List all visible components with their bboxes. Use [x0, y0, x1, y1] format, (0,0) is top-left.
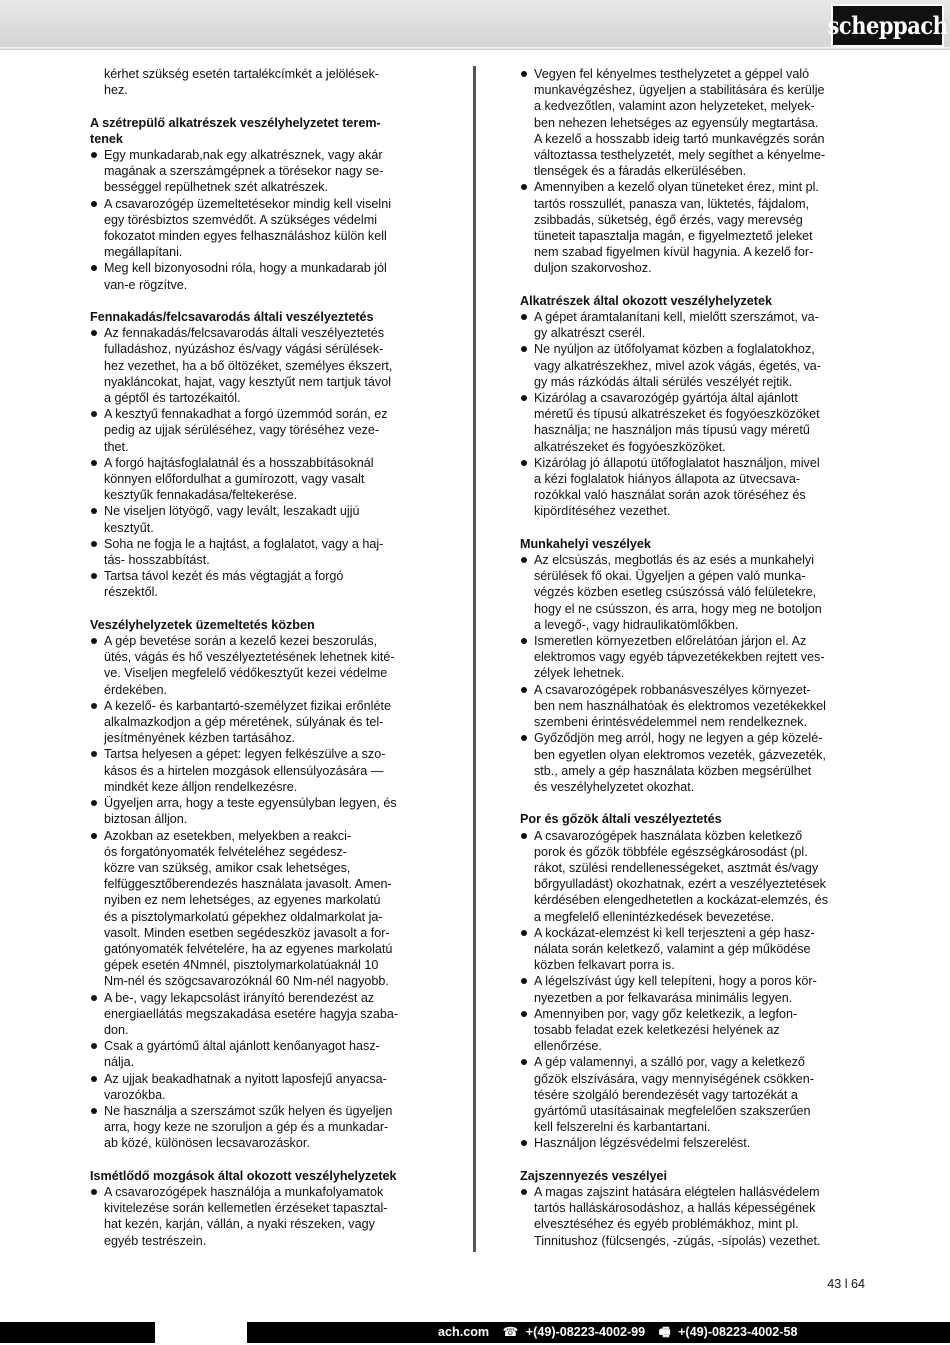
text-line: elvesztéséhez és egyéb problémákhoz, mint pl. [534, 1217, 799, 1232]
list-item [90, 795, 434, 827]
bullet-list [90, 325, 434, 600]
text-line: biztosan álljon. [104, 812, 188, 827]
text-line: A csavarozógépek robbanásveszélyes környezet- [534, 682, 811, 697]
text-line: Veszélyhelyzetek üzemeltetés közben [90, 617, 315, 632]
text-line: a kézi foglalatok hiányos állapota az ütvecsava- [534, 472, 801, 487]
text-line: Vegyen fel kényelmes testhelyzetet a géppel való [534, 67, 810, 81]
section-gap [90, 98, 434, 114]
text-line: ós forgatónyomaték felvételéhez segédesz- [104, 844, 347, 859]
text-line: magának a szerszámgépnek a törésekor nagy se- [104, 164, 384, 179]
section-title [520, 1168, 862, 1184]
text-line: A légelszívást úgy kell telepíteni, hogy a poros kör- [534, 974, 817, 989]
list-item [520, 1054, 862, 1135]
list-item [90, 698, 434, 747]
text-line: A csavarozógépek használata közben keletkező [534, 828, 803, 843]
text-line: Csak a gyártómű által ajánlott kenőanyagot hasz- [104, 1039, 380, 1054]
text-line: tlenségek és a fáradás elkerülésében. [534, 164, 747, 179]
text-line: nyezetben a por felkavarása minimális legyen. [534, 990, 793, 1005]
fax-icon: 🖷 [658, 1325, 671, 1339]
text-line: Amennyiben por, vagy gőz keletkezik, a legfon- [534, 1006, 798, 1021]
text-line: tosabb feladat ezek keletkezési helyének az [534, 1022, 780, 1037]
text-line: stb., amely a gép használata közben megsérülhet [534, 763, 812, 778]
list-item [520, 455, 862, 520]
text-line: végzés közben esetleg csúszóssá váló felületekre, [534, 585, 817, 600]
footer-phone: +(49)-08223-4002-99 [525, 1325, 646, 1339]
text-line: elektromos vagy egyéb tápvezetékekben rejtett ves- [534, 650, 825, 665]
section-title [90, 1168, 434, 1184]
text-line: közre van szükség, amikor csak lehetséges, [104, 860, 351, 875]
text-line: nem szabad figyelmen kívül hagynia. A kezelő for- [534, 245, 814, 260]
list-item [90, 147, 434, 196]
list-item [520, 925, 862, 974]
text-line: nyakláncokat, hajat, vagy kesztyűt nem tartjuk távol [104, 374, 391, 389]
continued-text [90, 66, 434, 98]
text-line: Ne nyúljon az ütőfolyamat közben a foglalatokhoz, [534, 342, 815, 357]
text-line: A kezelő a hosszabb ideig tartó munkavégzés során [534, 131, 825, 146]
text-line: hez vezethet, ha a bő öltözéket, személyes ékszert, [104, 358, 393, 373]
text-line: Ismétlődő mozgások által okozott veszélyhelyzetek [90, 1168, 397, 1183]
text-line: tartós halláskárosodáshoz, a hallás képességének [534, 1201, 816, 1216]
text-line: tésére szolgáló berendezését vagy tartozékát a [534, 1087, 798, 1102]
section-gap [520, 520, 862, 536]
footer-website[interactable]: ach.com [438, 1325, 490, 1339]
text-line: munkavégzéshez, ügyeljen a stabilitására és kerülje [534, 83, 825, 98]
list-item [520, 341, 862, 390]
list-item [90, 1184, 434, 1249]
bullet-list [90, 147, 434, 293]
section-title [90, 115, 434, 147]
text-line: jesítményének kézben tartásához. [104, 731, 296, 746]
text-line: ben egyetlen olyan elektromos vezeték, gázvezeték, [534, 747, 826, 762]
list-item [90, 568, 434, 600]
text-line: zsibbadás, süketség, égő érzés, vagy merevség [534, 212, 803, 227]
text-line: hogy el ne csússzon, és arra, hogy meg ne botoljon [534, 601, 822, 616]
list-item [520, 1135, 862, 1151]
bullet-list [520, 552, 862, 795]
list-item [90, 1071, 434, 1103]
text-line: Az fennakadás/felcsavarodás általi veszélyeztetés [104, 326, 385, 341]
text-line: fulladáshoz, nyúzáshoz és/vagy vágási sérülések- [104, 342, 384, 357]
text-line: kérdésében elengedhetetlen a kockázat-elemzés, és [534, 893, 829, 908]
list-item [520, 1184, 862, 1249]
brand-logo [827, 4, 948, 47]
text-line: tás- hosszabbítást. [104, 553, 210, 568]
text-line: duljon szakorvoshoz. [534, 261, 652, 276]
text-line: don. [104, 1022, 129, 1037]
bullet-list [90, 1184, 434, 1249]
text-line: Por és gőzök általi veszélyeztetés [520, 812, 722, 827]
text-line: A szétrepülő alkatrészek veszélyhelyzetet terem- [90, 115, 381, 130]
page-number: 43 l 64 [827, 1277, 865, 1291]
text-line: kipördítéséhez vezethet. [534, 504, 671, 519]
list-item [520, 633, 862, 682]
text-line: nálja. [104, 1055, 135, 1070]
text-line: ben nem használhatóak és elektromos vezetékekkel [534, 698, 826, 713]
text-line: kesztyűt. [104, 520, 154, 535]
text-line: alkalmazkodjon a gép méretének, súlyának és tel- [104, 715, 384, 730]
text-line: porok és gőzök többféle egészségkárosodást (pl. [534, 844, 808, 859]
text-line: ben nehezen lehetséges az egyensúly megtartása. [534, 115, 819, 130]
footer-fax: +(49)-08223-4002-58 [678, 1325, 798, 1339]
text-line: thet. [104, 439, 129, 454]
text-line: gy más rázkódás általi sérülés veszélyét rejtik. [534, 374, 793, 389]
text-line: gépek esetén 4Nmnél, pisztolymarkolatúaknál 10 [104, 958, 379, 973]
right-column [520, 66, 862, 1249]
text-line: Ismeretlen környezetben előrelátóan járjon el. Az [534, 634, 807, 649]
text-line: Munkahelyi veszélyek [520, 536, 651, 551]
list-item [520, 309, 862, 341]
list-item [520, 682, 862, 731]
text-line: Soha ne fogja le a hajtást, a foglalatot, vagy a haj- [104, 536, 384, 551]
text-line: nálata során keletkező, valamint a gép működése [534, 941, 811, 956]
column-divider [473, 66, 476, 1252]
text-line: A csavarozógép üzemeltetésekor mindig kell viselni [104, 196, 391, 211]
list-item [90, 325, 434, 406]
text-line: a levegő-, vagy hidraulikatömlőkben. [534, 617, 739, 632]
text-line: hez. [104, 83, 128, 98]
text-line: felfüggesztőberendezés használata javasolt. Amen- [104, 877, 392, 892]
text-line: rozókkal való használat során azok töréséhez és [534, 488, 806, 503]
text-line: kivitelezése során kellemetlen érzéseket tapasztal- [104, 1201, 388, 1216]
text-line: nyiben ez nem lehetséges, az egyenes markolatú [104, 893, 381, 908]
text-line: kérhet szükség esetén tartalékcímkét a jelölések- [104, 67, 380, 81]
text-line: A kesztyű fennakadhat a forgó üzemmód során, ez [104, 407, 388, 422]
text-line: közben felkavart porra is. [534, 958, 675, 973]
list-item [90, 503, 434, 535]
text-line: szembeni érintésvédelemmel nem rendelkeznek. [534, 715, 807, 730]
text-line: gyártómű utasításainak megfelelően szakszerűen [534, 1103, 811, 1118]
list-item [90, 828, 434, 990]
text-line: gatónyomaték felvételére, ha az egyenes markolatú [104, 941, 393, 956]
text-line: A kezelő- és karbantartó-személyzet fizikai erőnléte [104, 698, 391, 713]
section-gap [90, 293, 434, 309]
list-item [90, 260, 434, 292]
text-line: A gép valamennyi, a szálló por, vagy a keletkező [534, 1055, 805, 1070]
text-line: Ügyeljen arra, hogy a teste egyensúlyban legyen, és [104, 796, 397, 811]
bullet-list [520, 309, 862, 520]
text-line: Kizárólag a csavarozógép gyártója által ajánlott [534, 391, 798, 406]
list-item [520, 66, 862, 179]
footer-contact [438, 1324, 797, 1341]
text-line: Tartsa helyesen a gépet: legyen felkészülve a szo- [104, 747, 386, 762]
text-line: Az elcsúszás, megbotlás és az esés a munkahelyi [534, 553, 814, 568]
bullet-list [520, 66, 862, 277]
text-line: Nm-nél és szögcsavarozóknál 60 Nm-nél nagyobb. [104, 974, 389, 989]
text-line: alkatrészeket és fogyóeszközöket. [534, 439, 726, 454]
text-line: zélyek lehetnek. [534, 666, 625, 681]
list-item [520, 973, 862, 1005]
text-line: bőrgyulladást) okozhatnak, ezért a veszélyeztetések [534, 877, 826, 892]
brand-logo-text: scheppach [827, 11, 948, 40]
text-line: Ne használja a szerszámot szűk helyen és ügyeljen [104, 1103, 393, 1118]
list-item [90, 746, 434, 795]
list-item [90, 455, 434, 504]
section-gap [90, 601, 434, 617]
header-band [0, 0, 950, 50]
text-line: vasolt. Minden esetben segédeszköz javasolt a for- [104, 925, 390, 940]
text-line: Meg kell bizonyosodni róla, hogy a munkadarab jól [104, 261, 387, 276]
text-line: fokozatot minden egyes felhasználáshoz külön kell [104, 229, 387, 244]
text-line: Fennakadás/felcsavarodás általi veszélyeztetés [90, 310, 374, 325]
section-title [520, 293, 862, 309]
text-line: kásos és a hirtelen mozgások ellensúlyozására — [104, 763, 384, 778]
text-line: részektől. [104, 585, 158, 600]
text-line: Ne viseljen lötyögő, vagy levált, leszakadt ujjú [104, 504, 360, 519]
text-line: sérülések fő okai. Ügyeljen a gépen való munka- [534, 569, 806, 584]
text-line: megállapítani. [104, 245, 183, 260]
section-title [90, 309, 434, 325]
text-line: mindkét keze álljon rendelkezésre. [104, 779, 298, 794]
text-line: Kizárólag jó állapotú ütőfoglalatot használjon, mivel [534, 455, 820, 470]
bullet-list [520, 828, 862, 1152]
text-line: változtassa testhelyzetét, mely segíthet a kényelme- [534, 148, 826, 163]
text-line: Egy munkadarab,nak egy alkatrésznek, vagy akár [104, 148, 383, 162]
phone-icon: ☎ [502, 1325, 519, 1339]
text-line: Alkatrészek által okozott veszélyhelyzetek [520, 293, 772, 308]
list-item [520, 179, 862, 276]
text-line: varozókba. [104, 1087, 166, 1102]
section-title [520, 811, 862, 827]
text-line: tüneteit tapasztalja magán, e figyelmeztető jeleket [534, 229, 813, 244]
text-line: A csavarozógépek használója a munkafolyamatok [104, 1184, 384, 1199]
text-line: a kedvezőtlen, valamint azon helyzeteket, melyek- [534, 99, 815, 114]
text-line: tenek [90, 131, 123, 146]
footer-white-block [155, 1322, 247, 1343]
text-line: Amennyiben a kezelő olyan tüneteket érez, mint pl. [534, 180, 819, 195]
list-item [520, 828, 862, 925]
list-item [520, 390, 862, 455]
list-item [90, 633, 434, 698]
text-line: tartós rosszullét, panasza van, lüktetés, fájdalom, [534, 196, 810, 211]
text-line: hat kezén, karján, vállán, a nyaki részeken, vagy [104, 1217, 375, 1232]
text-line: A gép bevetése során a kezelő kezei beszorulás, [104, 634, 378, 649]
text-line: kesztyűk fennakadása/feltekerése. [104, 488, 298, 503]
text-line: kell felszerelni és karbantartani. [534, 1120, 711, 1135]
text-line: bességgel repülhetnek szét alkatrészek. [104, 180, 329, 195]
text-line: gőzök elszívására, vagy mennyiségének csökken- [534, 1071, 815, 1086]
text-line: Tinnitushoz (fülcsengés, -zúgás, -sípolás) vezethet. [534, 1233, 821, 1248]
text-line: pedig az ujjak sérüléséhez, vagy töréséhez veze- [104, 423, 380, 438]
list-item [90, 1038, 434, 1070]
text-line: A be-, vagy lekapcsolást irányító berendezést az [104, 990, 375, 1005]
section-gap [90, 1152, 434, 1168]
section-title [90, 617, 434, 633]
section-gap [520, 795, 862, 811]
list-item [520, 730, 862, 795]
text-line: használja; ne használjon más típusú vagy méretű [534, 423, 810, 438]
list-item [90, 406, 434, 455]
bullet-list [90, 633, 434, 1152]
text-line: Győződjön meg arról, hogy ne legyen a gép közelé- [534, 731, 823, 746]
list-item [90, 990, 434, 1039]
list-item [520, 552, 862, 633]
text-line: A kockázat-elemzést ki kell terjeszteni a gép hasz- [534, 925, 815, 940]
list-item [90, 1103, 434, 1152]
section-gap [520, 1152, 862, 1168]
text-line: Tartsa távol kezét és más végtagját a forgó [104, 569, 344, 584]
text-line: Zajszennyezés veszélyei [520, 1168, 668, 1183]
text-line: érdekében. [104, 682, 168, 697]
text-line: egy törésbiztos szemvédőt. A szükséges védelmi [104, 212, 377, 227]
text-line: A gépet áramtalanítani kell, mielőtt szerszámot, va- [534, 310, 819, 325]
text-line: könnyen előfordulhat a gumírozott, vagy vasalt [104, 472, 365, 487]
text-line: Használjon légzésvédelmi felszerelést. [534, 1136, 751, 1151]
text-line: egyéb testrészein. [104, 1233, 207, 1248]
text-line: gy alkatrészt cserél. [534, 326, 646, 341]
text-line: a géptől és tartozékaitól. [104, 391, 241, 406]
list-item [90, 536, 434, 568]
text-line: A forgó hajtásfoglalatnál és a hosszabbításoknál [104, 455, 374, 470]
text-line: méretű és típusú alkatrészeket és fogyóeszközöket [534, 407, 820, 422]
text-line: Az ujjak beakadhatnak a nyitott laposfejű anyacsa- [104, 1071, 387, 1086]
text-line: vagy alkatrészekhez, mivel azok vágás, égetés, va- [534, 358, 821, 373]
section-title [520, 536, 862, 552]
text-line: ve. Viseljen megfelelő védőkesztyűt kezei védelme [104, 666, 388, 681]
text-line: és veszélyhelyzetet okozhat. [534, 779, 695, 794]
footer-band [0, 1322, 950, 1343]
list-item [520, 1006, 862, 1055]
text-line: Azokban az esetekben, melyekben a reakci- [104, 828, 352, 843]
text-line: rákot, szülési rendellenességeket, asztmát és/vagy [534, 860, 819, 875]
text-line: ab közé, különösen lecsavarozáskor. [104, 1136, 310, 1151]
list-item [90, 196, 434, 261]
text-line: ellenőrzése. [534, 1039, 602, 1054]
left-column [90, 66, 434, 1249]
section-gap [520, 277, 862, 293]
text-line: energiaellátás megszakadása esetére hagyja szaba- [104, 1006, 399, 1021]
text-line: ütés, vágás és hő veszélyeztetésének lehetnek kité- [104, 650, 395, 665]
text-line: van-e rögzítve. [104, 277, 188, 292]
text-line: A magas zajszint hatására elégtelen hallásvédelem [534, 1184, 820, 1199]
text-line: a megfelelő ellenintézkedések bevezetése. [534, 909, 775, 924]
text-line: arra, hogy keze ne szoruljon a gép és a munkadar- [104, 1120, 389, 1135]
text-line: és a pisztolymarkolatú gépekhez oldalmarkolat ja- [104, 909, 383, 924]
bullet-list [520, 1184, 862, 1249]
